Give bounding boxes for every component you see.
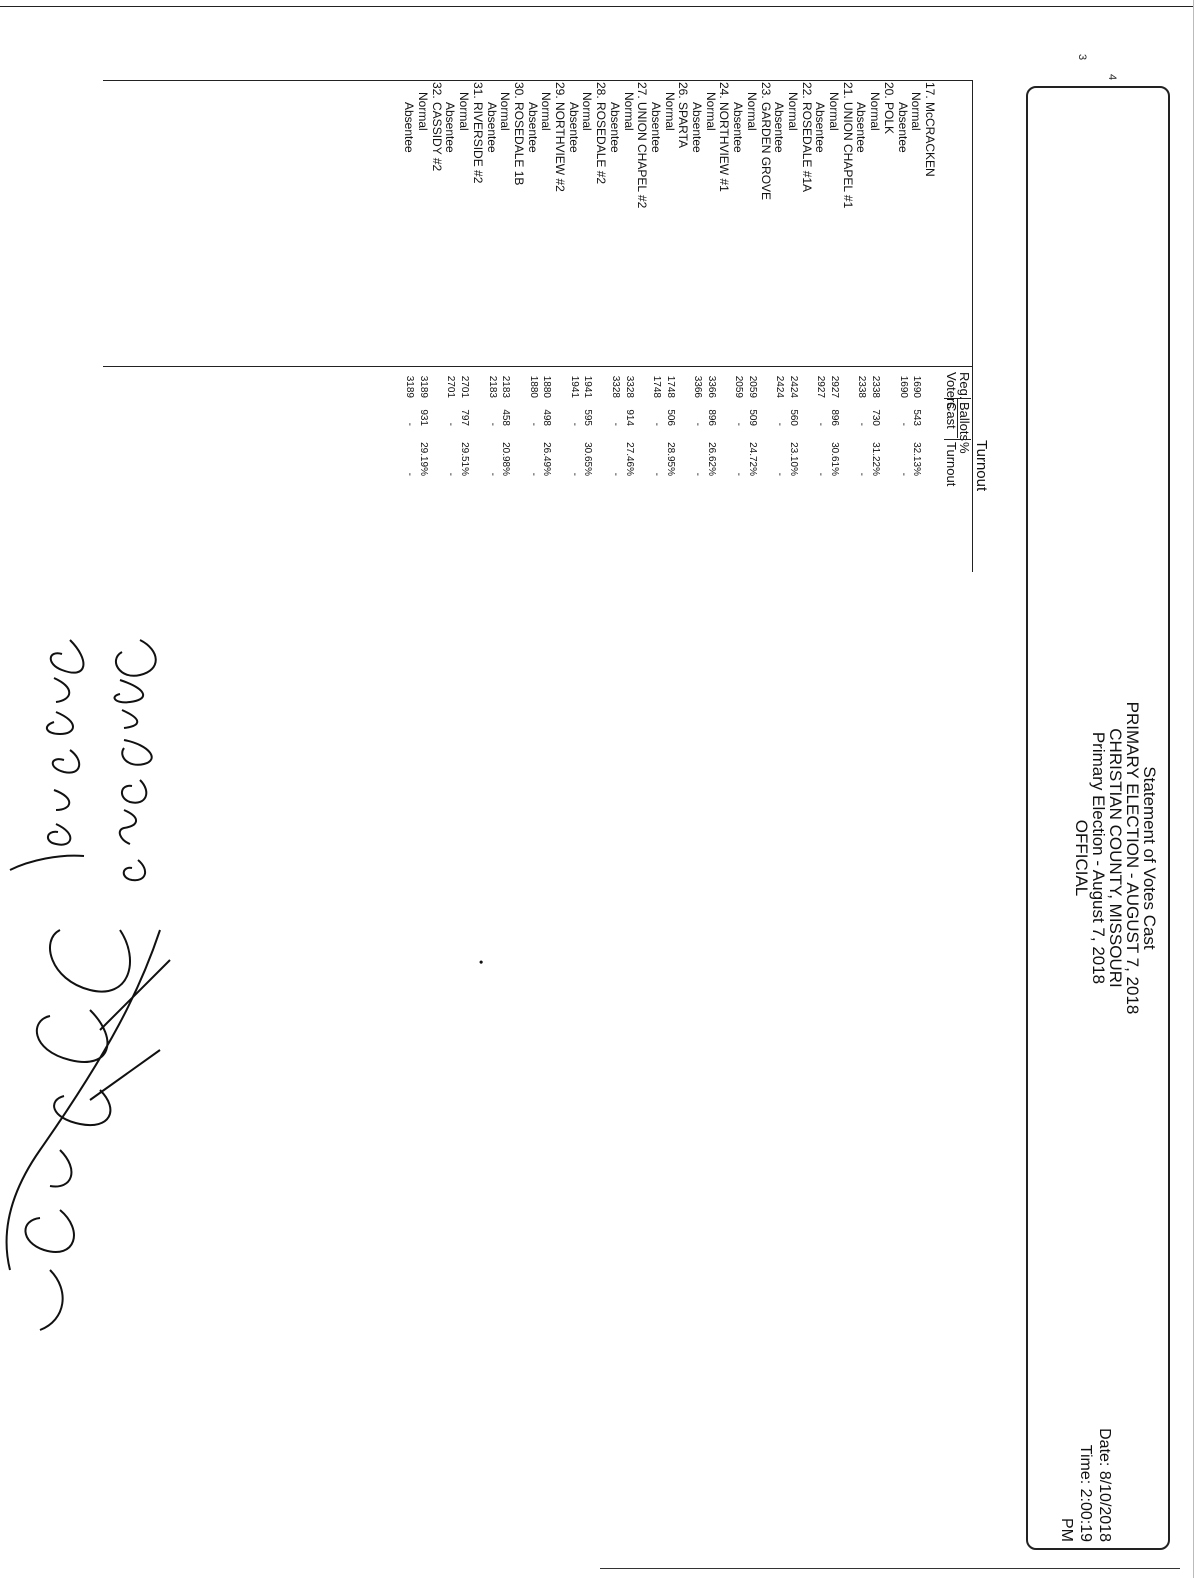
table-row (444, 80, 458, 580)
report-title-line: Primary Election - August 7, 2018 (1089, 731, 1108, 985)
table-row (896, 80, 910, 580)
ballot-type-label: Normal (868, 92, 883, 131)
precinct-header-row (430, 80, 444, 580)
ballot-type-label: Normal (662, 92, 677, 131)
turnout-percent-cell: 20.98% (500, 442, 512, 476)
registered-voters-cell: 2059 (733, 375, 745, 398)
registered-voters-cell: 1690 (897, 375, 909, 398)
ballot-type-label: Normal (703, 92, 718, 131)
registered-voters-cell: 3328 (623, 375, 635, 398)
ballots-cast-cell: - (733, 422, 745, 426)
table-row (402, 80, 416, 580)
ballot-type-label: Absentee (690, 102, 705, 153)
registered-voters-cell: 2927 (815, 375, 827, 398)
precinct-name: 24. NORTHVIEW #1 (717, 82, 732, 192)
signature-2 (10, 640, 84, 870)
ballots-cast-cell: 543 (911, 409, 923, 426)
report-title-line: CHRISTIAN COUNTY, MISSOURI (1106, 728, 1125, 988)
table-row (498, 80, 512, 580)
ballot-type-label: Absentee (731, 102, 746, 153)
ballots-cast-cell: 498 (541, 409, 553, 426)
ballot-type-label: Absentee (772, 102, 787, 153)
ballots-cast-cell: 896 (829, 409, 841, 426)
ballot-type-label: Absentee (484, 102, 499, 153)
ballots-cast-cell: - (527, 422, 539, 426)
table-row (909, 80, 923, 580)
table-row (827, 80, 841, 580)
ballot-type-label: Normal (539, 92, 554, 131)
registered-voters-cell: 2183 (486, 375, 498, 398)
ballot-type-label: Normal (621, 92, 636, 131)
table-row (663, 80, 677, 580)
ballot-type-label: Normal (457, 92, 472, 131)
ballots-cast-cell: 931 (418, 409, 430, 426)
ballot-type-label: Normal (416, 92, 431, 131)
turnout-percent-cell: 32.13% (911, 442, 923, 476)
table-row (731, 80, 745, 580)
ballots-cast-cell: - (568, 422, 580, 426)
report-title-line: PRIMARY ELECTION - AUGUST 7, 2018 (1123, 701, 1142, 1015)
table-row (526, 80, 540, 580)
registered-voters-cell: 1690 (911, 375, 923, 398)
ballot-type-label: Absentee (607, 102, 622, 153)
registered-voters-cell: 2927 (829, 375, 841, 398)
registered-voters-cell: 1748 (664, 375, 676, 398)
precinct-name: 28. ROSEDALE #2 (594, 82, 609, 185)
table-row (772, 80, 786, 580)
registered-voters-cell: 1941 (568, 375, 580, 398)
turnout-percent-cell: - (527, 472, 539, 476)
registered-voters-cell: 1880 (541, 375, 553, 398)
table-row (868, 80, 882, 580)
table-top-rule (972, 80, 973, 572)
report-header-box (1026, 86, 1170, 1550)
table-row (649, 80, 663, 580)
precinct-name: 32. CASSIDY #2 (429, 82, 444, 172)
table-row (855, 80, 869, 580)
turnout-percent-cell: - (651, 472, 662, 476)
ballots-cast-cell: 797 (459, 409, 471, 426)
ballots-cast-cell: 560 (788, 409, 799, 426)
ballot-type-label: Absentee (525, 102, 540, 153)
precinct-header-row (471, 80, 485, 580)
registered-voters-cell: 2183 (500, 375, 512, 398)
precinct-name: 26. SPARTA (676, 82, 691, 149)
ballots-cast-cell: - (609, 422, 621, 426)
report-time: Time: 2:00:19 PM (1058, 1444, 1094, 1542)
ballot-type-label: Absentee (566, 102, 581, 153)
ballots-cast-cell: - (692, 422, 704, 426)
precinct-name: 21. UNION CHAPEL #1 (840, 82, 855, 209)
signature-3 (7, 930, 170, 1330)
col-header-underline (957, 398, 958, 438)
report-date-block (1057, 1422, 1114, 1542)
precinct-header-row (841, 80, 855, 580)
turnout-percent-cell: - (733, 472, 745, 476)
registered-voters-cell: 3189 (418, 375, 430, 398)
precinct-header-row (553, 80, 567, 580)
ballot-type-label: Absentee (402, 102, 417, 153)
ballot-type-label: Normal (498, 92, 513, 131)
turnout-percent-cell: - (486, 472, 498, 476)
ballots-cast-cell: - (815, 422, 827, 426)
turnout-percent-cell: - (897, 472, 909, 476)
precinct-header-row (759, 80, 773, 580)
turnout-percent-cell: 26.62% (705, 442, 717, 476)
ballots-cast-cell: - (774, 422, 786, 426)
registered-voters-cell: 1941 (582, 375, 594, 398)
precinct-name: 20. POLK (881, 82, 896, 135)
turnout-percent-cell: 26.49% (541, 442, 553, 476)
registered-voters-cell: 1748 (651, 375, 662, 398)
precinct-name: 27. UNION CHAPEL #2 (635, 82, 650, 209)
ballot-type-label: Absentee (649, 102, 663, 153)
table-row (485, 80, 499, 580)
ballot-type-label: Normal (827, 92, 842, 131)
ballots-cast-cell: 506 (664, 409, 676, 426)
ballots-cast-cell: 458 (500, 409, 512, 426)
ballot-type-label: Normal (909, 92, 924, 131)
precinct-header-row (718, 80, 732, 580)
registered-voters-cell: 3366 (705, 375, 717, 398)
turnout-percent-cell: - (568, 472, 580, 476)
ballots-cast-cell: 595 (582, 409, 594, 426)
ballots-cast-cell: - (486, 422, 498, 426)
precinct-name: 17. McCRACKEN (923, 82, 937, 177)
precinct-header-row (635, 80, 649, 580)
signature-1 (115, 640, 156, 880)
registered-voters-cell: 3366 (692, 375, 704, 398)
ballots-cast-cell: - (445, 422, 457, 426)
ballot-type-label: Normal (786, 92, 800, 131)
precinct-name: 30. ROSEDALE 1B (512, 82, 526, 186)
table-row (786, 80, 800, 580)
ballot-type-label: Normal (580, 92, 595, 131)
ballots-cast-cell: - (897, 422, 909, 426)
precinct-name: 23. GARDEN GROVE (758, 82, 773, 201)
table-row (690, 80, 704, 580)
report-title-line: Statement of Votes Cast (1140, 766, 1159, 950)
col-header-ballots-cast: Ballots Cast (944, 402, 972, 442)
turnout-percent-cell: 28.95% (664, 442, 676, 476)
registered-voters-cell: 2424 (774, 375, 786, 398)
table-row (539, 80, 553, 580)
col-header-separator (944, 439, 971, 440)
registered-voters-cell: 2338 (870, 375, 882, 398)
registered-voters-cell: 3189 (404, 375, 416, 398)
ballots-cast-cell: 914 (623, 409, 635, 426)
turnout-percent-cell: - (609, 472, 621, 476)
turnout-percent-cell: 30.65% (582, 442, 594, 476)
turnout-percent-cell: 24.72% (746, 442, 758, 476)
registered-voters-cell: 2701 (445, 375, 457, 398)
stray-dot-mark: • (474, 960, 488, 965)
table-row (813, 80, 827, 580)
turnout-percent-cell: 30.61% (829, 442, 841, 476)
precinct-name: 22. ROSEDALE #1A (799, 82, 814, 193)
table-row (704, 80, 718, 580)
table-row (608, 80, 622, 580)
turnout-percent-cell: 23.10% (788, 442, 799, 476)
registered-voters-cell: 2701 (459, 375, 471, 398)
turnout-table (93, 80, 973, 580)
table-row (416, 80, 430, 580)
turnout-percent-cell: - (815, 472, 827, 476)
col-header-reg-voters: Reg. Voters (944, 372, 972, 409)
ballot-type-label: Absentee (895, 102, 910, 153)
turnout-percent-cell: - (774, 472, 786, 476)
table-row (622, 80, 636, 580)
ballots-cast-cell: 730 (870, 409, 882, 426)
handwritten-mark: 4 (1106, 74, 1118, 81)
registered-voters-cell: 3328 (609, 375, 621, 398)
turnout-section-title: Turnout (973, 440, 990, 492)
precinct-header-row (594, 80, 608, 580)
report-date: Date: 8/10/2018 (1096, 1428, 1113, 1542)
turnout-percent-cell: 27.46% (623, 442, 635, 476)
precinct-header-row (882, 80, 896, 580)
report-title-block (1073, 608, 1158, 1108)
registered-voters-cell: 2338 (856, 375, 868, 398)
turnout-percent-cell: 29.19% (418, 442, 430, 476)
ballots-cast-cell: - (856, 422, 868, 426)
col-header-pct-turnout: % Turnout (944, 442, 972, 487)
ballots-cast-cell: 509 (746, 409, 758, 426)
signatures-area (0, 630, 180, 1350)
ballot-type-label: Absentee (854, 102, 869, 153)
turnout-percent-cell: - (856, 472, 868, 476)
report-title-line: OFFICIAL (1072, 819, 1091, 897)
turnout-percent-cell: - (692, 472, 704, 476)
turnout-percent-cell: - (404, 472, 416, 476)
ballots-cast-cell: - (404, 422, 416, 426)
ballot-type-label: Absentee (813, 102, 828, 153)
turnout-percent-cell: 31.22% (870, 442, 882, 476)
precinct-header-row (676, 80, 690, 580)
ballot-type-label: Normal (744, 92, 759, 131)
ballots-cast-cell: - (651, 422, 662, 426)
turnout-percent-cell: 29.51% (459, 442, 471, 476)
registered-voters-cell: 2424 (788, 375, 799, 398)
precinct-header-row (923, 80, 937, 580)
handwritten-mark: 3 (1076, 54, 1088, 61)
precinct-header-row (512, 80, 526, 580)
ballots-cast-cell: 896 (705, 409, 717, 426)
registered-voters-cell: 2059 (746, 375, 758, 398)
ballot-type-label: Absentee (443, 102, 458, 153)
table-row (745, 80, 759, 580)
table-row (457, 80, 471, 580)
precinct-header-row (800, 80, 814, 580)
registered-voters-cell: 1880 (527, 375, 539, 398)
table-row (581, 80, 595, 580)
precinct-name: 31. RIVERSIDE #2 (470, 82, 485, 184)
table-row (567, 80, 581, 580)
precinct-name: 29. NORTHVIEW #2 (553, 82, 568, 192)
turnout-percent-cell: - (445, 472, 457, 476)
